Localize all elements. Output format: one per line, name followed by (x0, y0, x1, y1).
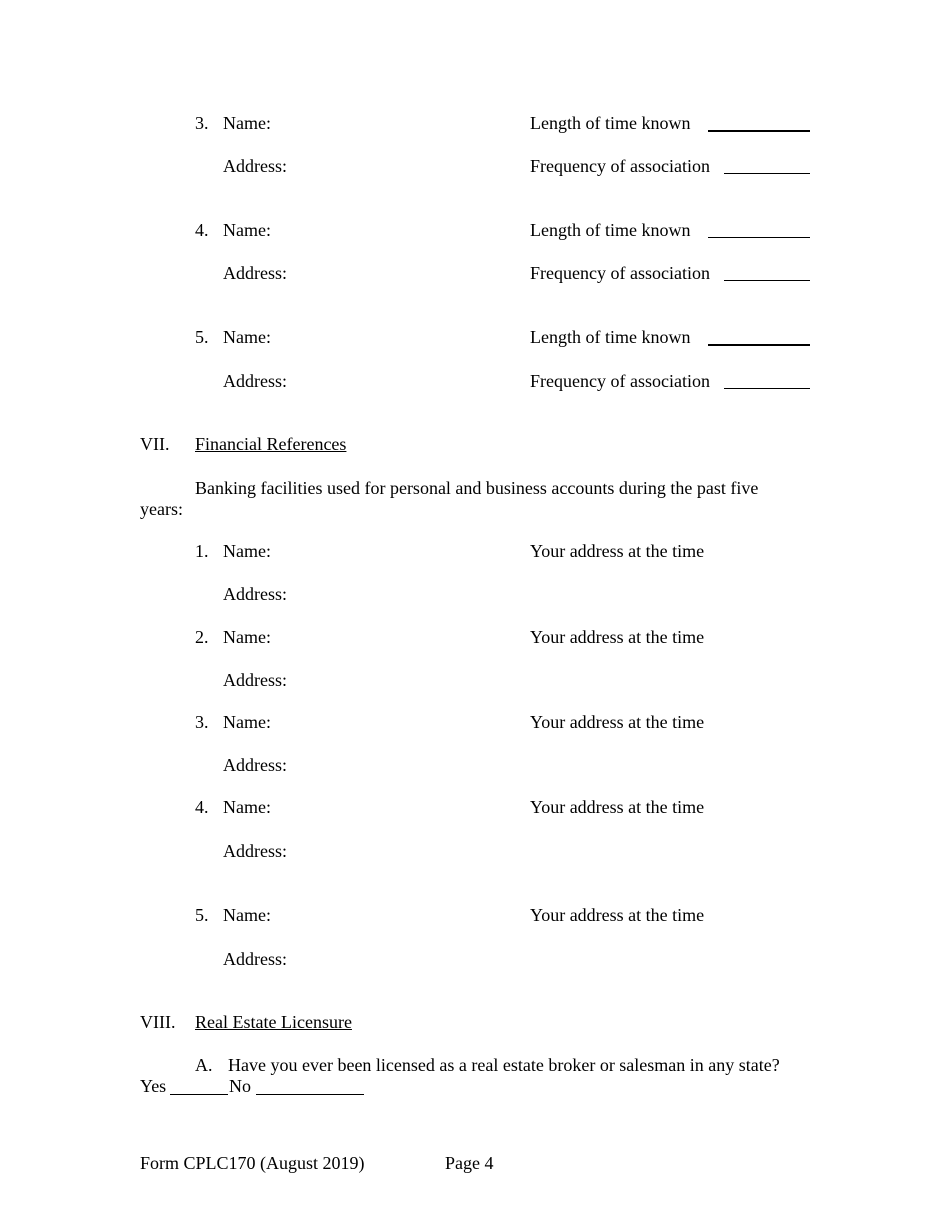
question-text: Have you ever been licensed as a real estate broker or salesman in any state? (228, 1055, 780, 1075)
yes-label: Yes (140, 1076, 167, 1096)
address-label: Address: (223, 755, 287, 775)
frequency-label: Frequency of association (530, 263, 710, 283)
ref-number: 3. (195, 712, 209, 732)
length-of-time-blank[interactable] (708, 343, 810, 346)
ref-number: 1. (195, 541, 209, 561)
name-label: Name: (223, 327, 271, 347)
address-label: Address: (223, 949, 287, 969)
section-title: Real Estate Licensure (195, 1012, 352, 1032)
name-label: Name: (223, 220, 271, 240)
section-number: VII. (140, 434, 170, 454)
address-label: Address: (223, 263, 287, 283)
length-of-time-blank[interactable] (708, 129, 810, 132)
length-of-time-label: Length of time known (530, 327, 691, 347)
name-label: Name: (223, 712, 271, 732)
your-address-label: Your address at the time (530, 797, 705, 817)
ref-number: 4. (195, 220, 209, 240)
ref-number: 2. (195, 627, 209, 647)
name-label: Name: (223, 541, 271, 561)
length-of-time-blank[interactable] (708, 236, 810, 238)
section-intro-line-1: Banking facilities used for personal and business accounts during the past five (195, 478, 759, 498)
your-address-label: Your address at the time (530, 541, 705, 561)
no-blank[interactable] (256, 1093, 364, 1095)
name-label: Name: (223, 113, 271, 133)
section-intro-line-2: years: (140, 499, 183, 519)
no-label: No (229, 1076, 251, 1096)
ref-number: 4. (195, 797, 209, 817)
length-of-time-label: Length of time known (530, 220, 691, 240)
ref-number: 5. (195, 327, 209, 347)
frequency-blank[interactable] (724, 387, 810, 389)
frequency-blank[interactable] (724, 279, 810, 281)
address-label: Address: (223, 841, 287, 861)
form-id: Form CPLC170 (August 2019) (140, 1153, 365, 1173)
frequency-blank[interactable] (724, 172, 810, 174)
your-address-label: Your address at the time (530, 712, 705, 732)
name-label: Name: (223, 627, 271, 647)
your-address-label: Your address at the time (530, 905, 705, 925)
length-of-time-label: Length of time known (530, 113, 691, 133)
question-letter: A. (195, 1055, 213, 1075)
address-label: Address: (223, 156, 287, 176)
your-address-label: Your address at the time (530, 627, 705, 647)
ref-number: 5. (195, 905, 209, 925)
section-title: Financial References (195, 434, 347, 454)
name-label: Name: (223, 797, 271, 817)
name-label: Name: (223, 905, 271, 925)
address-label: Address: (223, 584, 287, 604)
yes-blank[interactable] (170, 1093, 228, 1095)
address-label: Address: (223, 371, 287, 391)
address-label: Address: (223, 670, 287, 690)
section-number: VIII. (140, 1012, 176, 1032)
frequency-label: Frequency of association (530, 156, 710, 176)
ref-number: 3. (195, 113, 209, 133)
page-number: Page 4 (445, 1153, 494, 1173)
frequency-label: Frequency of association (530, 371, 710, 391)
